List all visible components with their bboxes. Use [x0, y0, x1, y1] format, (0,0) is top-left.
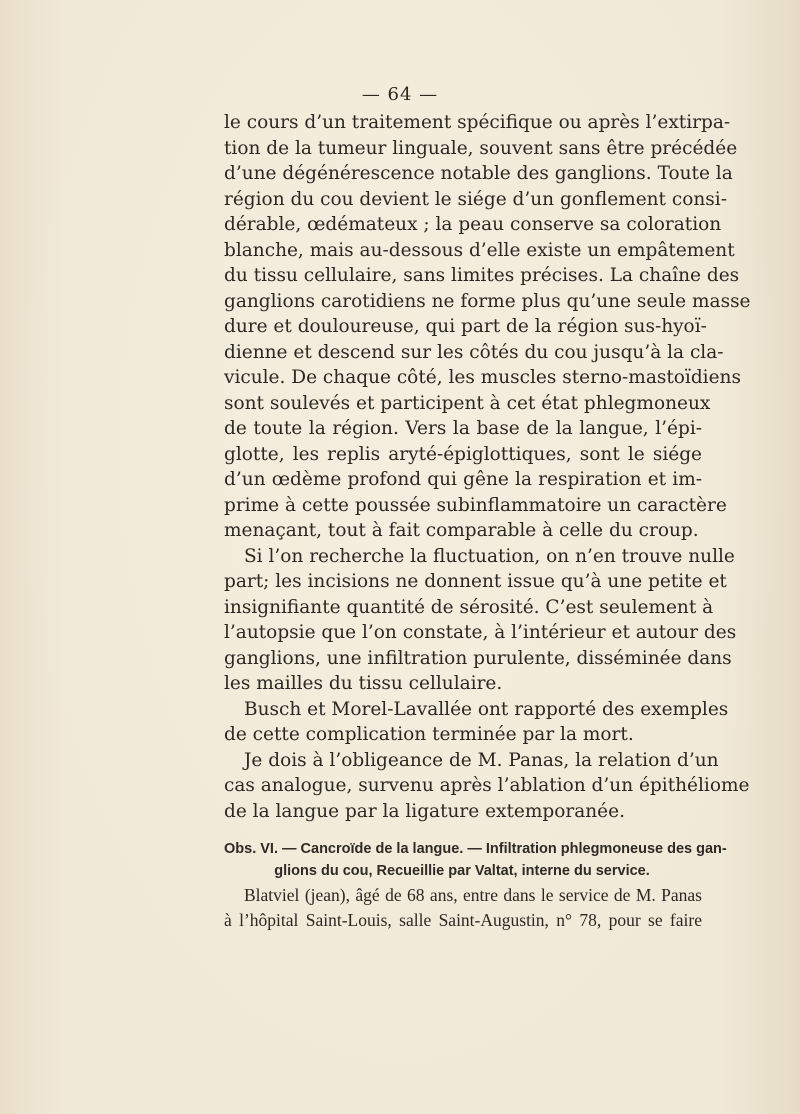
text-line: de cette complication terminée par la mort. [224, 724, 634, 745]
text-line: les mailles du tissu cellulaire. [224, 673, 503, 694]
observation-heading [224, 838, 727, 882]
case-report [224, 883, 702, 933]
text-line: le cours d’un traitement spécifique ou après l’extirpa- [224, 112, 731, 133]
text-line: Je dois à l’obligeance de M. Panas, la relation d’un [244, 749, 719, 771]
text-line: sont soulevés et participent à cet état phlegmoneux [224, 392, 711, 414]
case-line: à l’hôpital Saint-Louis, salle Saint-Augustin, n° 78, pour se faire [224, 910, 702, 930]
main-text [224, 110, 751, 824]
observation-line: glions du cou, Recueillie par Valtat, interne du service. [274, 863, 650, 879]
text-line: de toute la région. Vers la base de la langue, l’épi- [224, 418, 702, 439]
text-line: vicule. De chaque côté, les muscles sterno-mastoïdiens [224, 367, 741, 388]
text-line: d’une dégénérescence notable des ganglions. Toute la [224, 163, 733, 184]
text-line: de la langue par la ligature extemporanée. [224, 800, 625, 822]
text-line: du tissu cellulaire, sans limites précises. La chaîne des [224, 265, 740, 286]
text-line: ganglions, une infiltration purulente, disséminée dans [224, 647, 732, 669]
text-line: menaçant, tout à fait comparable à celle du croup. [224, 520, 699, 541]
text-line: blanche, mais au-dessous d’elle existe un empâtement [224, 239, 735, 261]
text-line: l’autopsie que l’on constate, à l’intérieur et autour des [224, 622, 737, 643]
text-line: part; les incisions ne donnent issue qu’à une petite et [224, 571, 727, 592]
observation-line: Obs. VI. — Cancroïde de la langue. — Infiltration phlegmoneuse des gan- [224, 841, 727, 857]
text-line: Busch et Morel-Lavallée ont rapporté des exemples [244, 698, 729, 720]
text-line: insignifiante quantité de sérosité. C’est seulement à [224, 596, 714, 618]
text-line: prime à cette poussée subinflammatoire un caractère [224, 494, 727, 516]
text-line: glotte, les replis aryté-épiglottiques, sont le siége [224, 443, 702, 465]
text-line: d’un œdème profond qui gêne la respiration et im- [224, 469, 702, 490]
text-line: dérable, œdémateux ; la peau conserve sa coloration [224, 214, 722, 235]
text-line: ganglions carotidiens ne forme plus qu’une seule masse [224, 290, 751, 312]
text-line: dienne et descend sur les côtés du cou jusqu’à la cla- [224, 341, 724, 363]
page-number: — 64 — [361, 84, 439, 105]
text-line: dure et douloureuse, qui part de la région sus-hyoï- [224, 316, 707, 337]
text-line: tion de la tumeur linguale, souvent sans être précédée [224, 137, 738, 159]
text-line: région du cou devient le siége d’un gonflement consi- [224, 188, 727, 210]
text-line: cas analogue, survenu après l’ablation d’un épithéliome [224, 775, 750, 796]
text-line: Si l’on recherche la fluctuation, on n’en trouve nulle [244, 545, 735, 567]
case-line: Blatviel (jean), âgé de 68 ans, entre dans le service de M. Panas [244, 885, 702, 905]
